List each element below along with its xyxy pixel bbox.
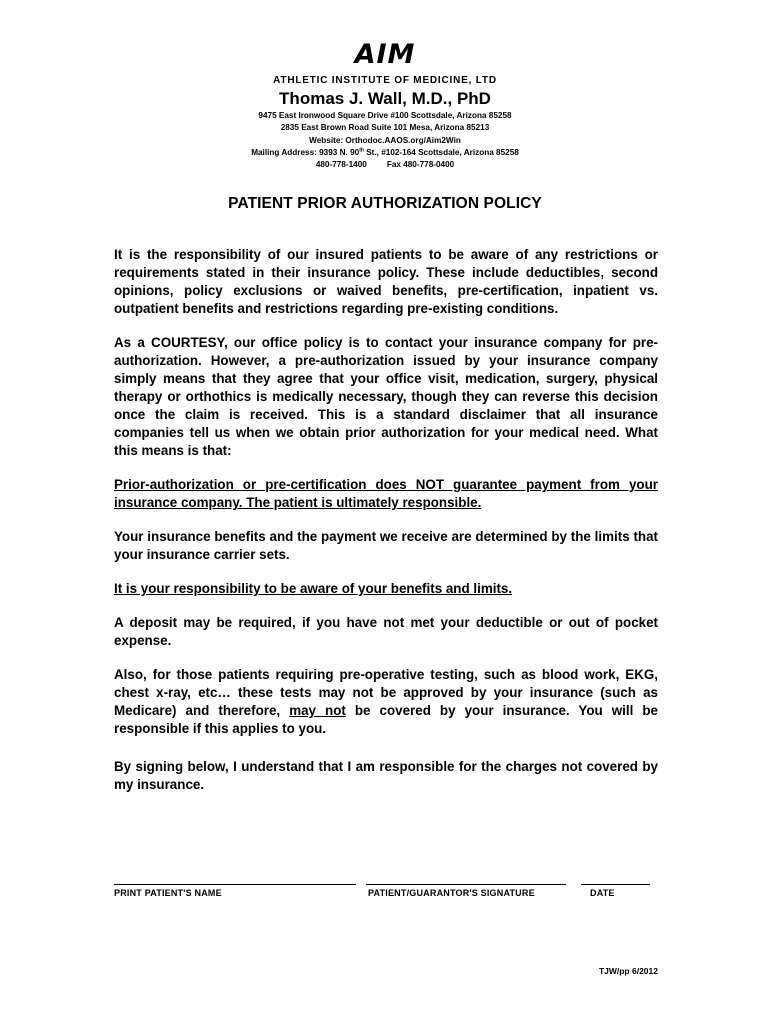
doctor-name: Thomas J. Wall, M.D., PhD <box>279 89 491 108</box>
aim-logo: AIM <box>354 39 416 70</box>
paragraph-courtesy: As a COURTESY, our office policy is to contact your insurance company for pre-authorization. However, a pre-authorization issued by your insurance company simply means that they agree that your office visit, medication, surgery, physical therapy or orthothics is medically necessary, though they can reverse this decision once the claim is received. This is a standard disclaimer that all insurance companies tell us when we obtain prior authorization for your medical need. What this means is that: <box>114 335 658 458</box>
mailing-superscript: th <box>359 147 364 154</box>
institute-name: ATHLETIC INSTITUTE OF MEDICINE, LTD <box>273 75 497 86</box>
paragraph-responsibility: It is the responsibility of our insured patients to be aware of any restrictions or requirements stated in their insurance policy. These include deductibles, second opinions, policy exclusions or waived benefits, pre-certification, inpatient vs. outpatient benefits and restrictions regarding pre-existing conditions. <box>114 247 658 316</box>
phone-number: 480-778-1400 <box>315 160 367 170</box>
fax-number: Fax 480-778-0400 <box>386 160 455 170</box>
phone-fax-line <box>0 159 770 171</box>
paragraph-benefits: Your insurance benefits and the payment we receive are determined by the limits that your insurance carrier sets. <box>114 529 658 562</box>
document-title: PATIENT PRIOR AUTHORIZATION POLICY <box>228 195 542 212</box>
address-line-1: 9475 East Ironwood Square Drive #100 Scottsdale, Arizona 85258 <box>258 111 512 120</box>
address-line-2: 2835 East Brown Road Suite 101 Mesa, Arizona 85213 <box>280 123 490 133</box>
signature-line[interactable] <box>366 884 566 885</box>
mailing-prefix: Mailing Address: 9393 N. 90 <box>251 147 360 157</box>
paragraph-preoperative <box>114 666 658 738</box>
preop-underlined-text: may not <box>289 703 346 718</box>
date-label: DATE <box>590 888 615 898</box>
signature-label: PATIENT/GUARANTOR'S SIGNATURE <box>368 888 535 898</box>
paragraph-acknowledgement: By signing below, I understand that I am responsible for the charges not covered by my insurance. <box>114 759 658 792</box>
patient-name-label: PRINT PATIENT'S NAME <box>114 888 222 898</box>
website-line: Website: Orthodoc.AAOS.org/Aim2Win <box>309 135 461 145</box>
policy-body <box>114 246 658 810</box>
footer-code: TJW/pp 6/2012 <box>598 966 658 976</box>
preop-text-after: be covered by your insurance. You will be responsible if this applies to you. <box>114 703 658 736</box>
paragraph-deposit: A deposit may be required, if you have not met your deductible or out of pocket expense. <box>114 615 658 648</box>
patient-name-line[interactable] <box>114 884 356 885</box>
preop-text-before: Also, for those patients requiring pre-operative testing, such as blood work, EKG, chest x-ray, etc… these tests may not be approved by your insurance (such as Medicare) and therefore, <box>114 667 658 718</box>
mailing-address-line <box>0 147 770 159</box>
paragraph-your-responsibility: It is your responsibility to be aware of your benefits and limits. <box>114 581 513 596</box>
paragraph-no-guarantee: Prior-authorization or pre-certification does NOT guarantee payment from your insurance company. The patient is ultimately responsible. <box>114 477 658 510</box>
date-line[interactable] <box>581 884 650 885</box>
letterhead <box>0 40 770 171</box>
mailing-suffix: St., #102-164 Scottsdale, Arizona 85258 <box>363 147 519 157</box>
